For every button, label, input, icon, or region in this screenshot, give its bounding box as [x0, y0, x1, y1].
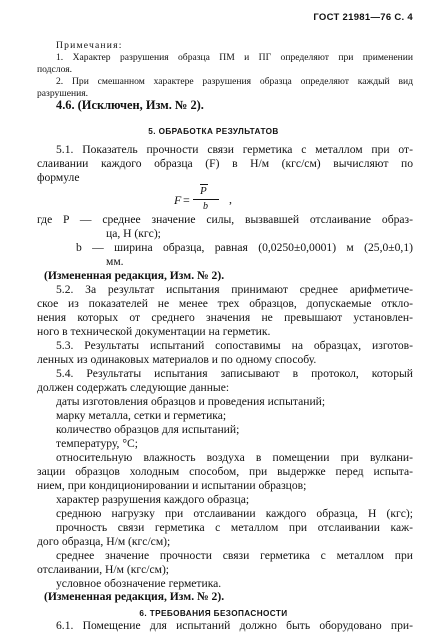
- page-header: ГОСТ 21981—76 С. 4: [313, 12, 413, 23]
- note-2-line-1: 2. При смешанном характере разрушения образца определяют каждый вид: [56, 76, 413, 87]
- list-item: марку металла, сетки и герметика;: [56, 409, 227, 422]
- p5-1-line-3: формуле: [37, 171, 80, 184]
- formula-fraction-bar: [193, 199, 219, 200]
- p5-2-line-1: 5.2. За результат испытания принимают среднее арифметиче-: [56, 283, 413, 296]
- formula-lhs: F: [174, 193, 182, 207]
- p5-2-line-2: ское из показателей не менее трех образцов, допускаемые откло-: [37, 297, 413, 310]
- edit-note-1: (Измененная редакция, Изм. № 2).: [44, 269, 225, 282]
- p5-1-line-1: 5.1. Показатель прочности связи герметика с металлом при от-: [56, 143, 413, 156]
- list-item: условное обозначение герметика.: [56, 577, 222, 590]
- force-formula: [174, 183, 294, 217]
- list-item: характер разрушения каждого образца;: [56, 493, 250, 506]
- list-item: температуру, °С;: [56, 437, 138, 450]
- note-1-line-2: подслоя.: [37, 64, 73, 75]
- clause-4-6: 4.6. (Исключен, Изм. № 2).: [56, 98, 204, 112]
- where-line-3: b — ширина образца, равная (0,0250±0,0001) м (25,0±0,1): [76, 241, 413, 254]
- formula-equals: =: [183, 193, 190, 207]
- p5-1-line-2: слаивании каждого образца (F) в Н/м (кгс/см) вычисляют по: [37, 157, 413, 170]
- p5-2-line-4: ного в технической документации на герметик.: [37, 325, 271, 338]
- p5-3-line-1: 5.3. Результаты испытаний сопоставимы на образцах, изготов-: [56, 339, 413, 352]
- edit-note-2: (Измененная редакция, Изм. № 2).: [44, 590, 225, 603]
- list-item: количество образцов для испытаний;: [56, 423, 240, 436]
- list-item: даты изготовления образцов и проведения испытаний;: [56, 395, 326, 408]
- where-line-1: где P — среднее значение силы, вызвавшей отслаивание образ-: [37, 213, 413, 226]
- where-line-2: ца, Н (кгс);: [106, 227, 161, 240]
- list-item: отслаивании, Н/м (кгс/см);: [37, 563, 170, 576]
- p5-3-line-2: ленных из одинаковых материалов и по одному способу.: [37, 353, 317, 366]
- note-1-line-1: 1. Характер разрушения образца ПМ и ПГ определяют при применении: [56, 52, 413, 63]
- note-2-line-2: разрушения.: [37, 88, 89, 99]
- formula-comma: ,: [229, 192, 232, 206]
- p5-4-line-2: должен содержать следующие данные:: [37, 381, 230, 394]
- list-item: нием, при кондиционировании и испытании образцов;: [37, 479, 307, 492]
- where-line-4: мм.: [106, 255, 124, 268]
- list-item: прочность связи герметика с металлом при отслаивании каж-: [56, 521, 413, 534]
- p5-4-line-1: 5.4. Результаты испытания записывают в протокол, который: [56, 367, 413, 380]
- section-5-heading: 5. ОБРАБОТКА РЕЗУЛЬТАТОВ: [148, 127, 279, 136]
- p5-2-line-3: нения которых от среднего значения не превышают установлен-: [37, 311, 413, 324]
- formula-denominator: b: [203, 201, 208, 212]
- list-item: среднюю нагрузку при отслаивании каждого образца, Н (кгс);: [56, 507, 413, 520]
- list-item: зации образцов холодным способом, при выдержке перед испыта-: [37, 465, 413, 478]
- list-item: среднее значение прочности связи герметика с металлом при: [56, 549, 413, 562]
- p6-1-line-1: 6.1. Помещение для испытаний должно быть оборудовано при-: [56, 619, 413, 632]
- list-item: относительную влажность воздуха в помещении при вулкани-: [56, 451, 413, 464]
- notes-title: Примечания:: [56, 40, 123, 51]
- list-item: дого образца, Н/м (кгс/см);: [37, 535, 171, 548]
- formula-numerator: P: [200, 185, 207, 197]
- section-6-heading: 6. ТРЕБОВАНИЯ БЕЗОПАСНОСТИ: [139, 609, 288, 618]
